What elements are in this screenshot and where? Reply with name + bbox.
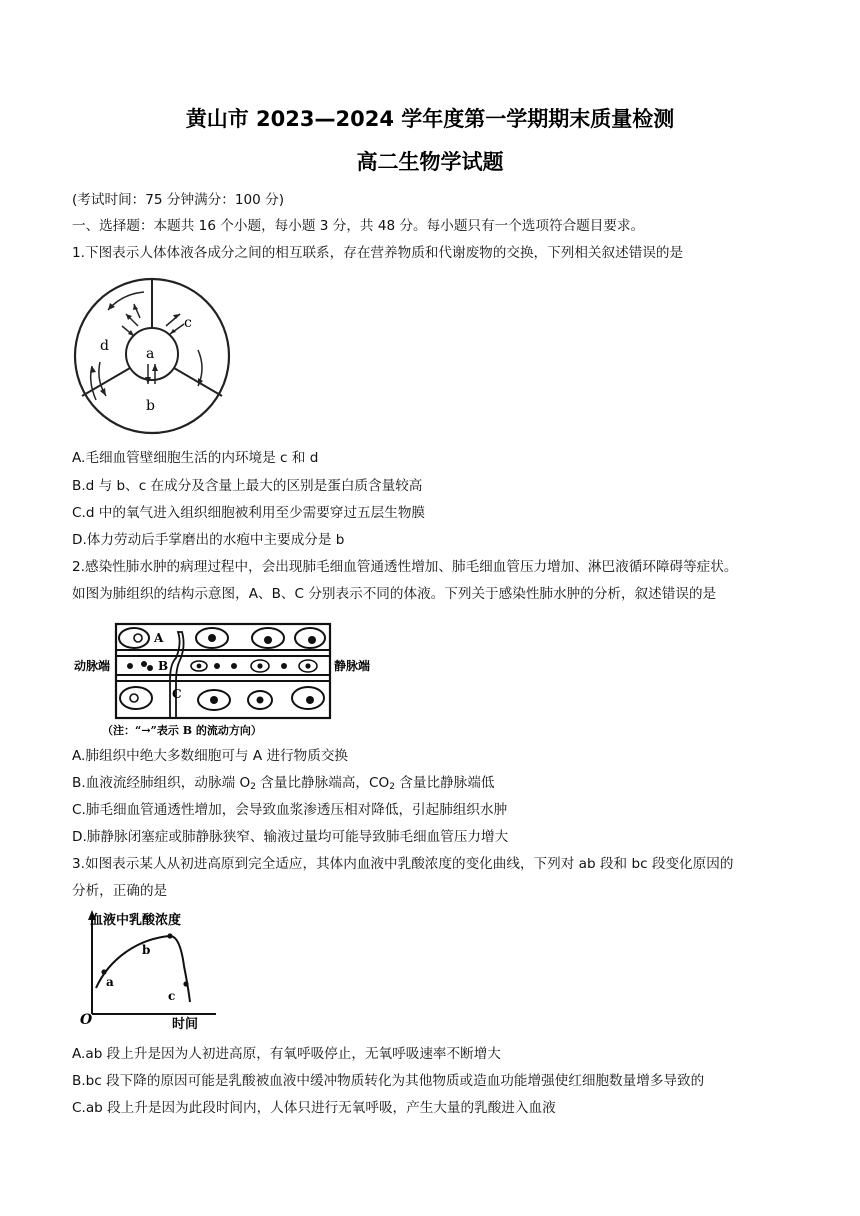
q2-label-A: A [154,631,164,645]
q1-option-a: A.毛细血管壁细胞生活的内环境是 c 和 d [72,450,319,466]
q3-point-a-label: a [106,975,114,989]
q1-label-c: c [184,315,192,331]
q2-option-b-part1: B.血液流经肺组织，动脉端 O [72,775,251,791]
q3-origin-label: O [80,1012,93,1028]
q2-stem-line2: 如图为肺组织的结构示意图，A、B、C 分别表示不同的体液。下列关于感染性肺水肿的分析，叙述错误的是 [72,586,717,602]
q2-lung-tissue-diagram [72,620,372,740]
q1-option-b: B.d 与 b、c 在成分及含量上最大的区别是蛋白质含量较高 [72,478,423,494]
q2-option-b-sub2: 2 [389,782,395,792]
q3-point-c-label: c [168,989,176,1003]
q3-stem-line2: 分析，正确的是 [72,883,168,899]
q1-option-d: D.体力劳动后手掌磨出的水疱中主要成分是 b [72,532,345,548]
q3-option-c: C.ab 段上升是因为此段时间内，人体只进行无氧呼吸，产生大量的乳酸进入血液 [72,1100,556,1116]
q2-option-b [72,774,494,796]
exam-title: 黄山市 2023—2024 学年度第一学期期末质量检测 [185,107,675,131]
q1-label-a: a [146,346,155,362]
q2-label-C: C [172,687,182,701]
q1-option-c: C.d 中的氧气进入组织细胞被利用至少需要穿过五层生物膜 [72,505,426,521]
q2-artery-end-label: 动脉端 [74,659,111,673]
q3-lactate-curve [76,906,236,1034]
q2-option-b-part2: 含量比静脉端高，CO [255,775,390,791]
q2-stem-line1: 2.感染性肺水肿的病理过程中，会出现肺毛细血管通透性增加、肺毛细血管压力增加、淋巴液循环障碍等症状。 [72,559,738,575]
q2-option-b-part3: 含量比静脉端低 [394,775,495,791]
q1-label-b: b [146,398,155,414]
q2-option-b-sub1: 2 [250,782,256,792]
q2-option-c: C.肺毛细血管通透性增加，会导致血浆渗透压相对降低，引起肺组织水肿 [72,802,508,818]
q3-option-b: B.bc 段下降的原因可能是乳酸被血液中缓冲物质转化为其他物质或造血功能增强使红细胞数量增多导致的 [72,1073,705,1089]
exam-info: (考试时间：75 分钟满分：100 分) [72,192,285,208]
q2-option-a: A.肺组织中绝大多数细胞可与 A 进行物质交换 [72,748,349,764]
q3-option-a: A.ab 段上升是因为人初进高原，有氧呼吸停止，无氧呼吸速率不断增大 [72,1046,501,1062]
q3-point-b-label: b [142,943,151,957]
q3-stem-line1: 3.如图表示某人从初进高原到完全适应，其体内血液中乳酸浓度的变化曲线，下列对 ab 段和 bc 段变化原因的 [72,856,734,872]
q2-vein-end-label: 静脉端 [334,659,371,673]
q2-figure-note: （注：“→”表示 B 的流动方向） [102,724,262,737]
q3-xlabel: 时间 [172,1017,199,1032]
q1-body-fluid-diagram [70,276,238,436]
q1-label-d: d [100,338,109,354]
q1-stem: 1.下图表示人体体液各成分之间的相互联系，存在营养物质和代谢废物的交换，下列相关叙述错误的是 [72,245,684,261]
q3-ylabel: 血液中乳酸浓度 [90,913,182,928]
section-intro: 一、选择题：本题共 16 个小题，每小题 3 分，共 48 分。每小题只有一个选项符合题目要求。 [72,218,645,234]
exam-subtitle: 高二生物学试题 [356,150,504,174]
q2-label-B: B [158,659,169,673]
q2-option-d: D.肺静脉闭塞症或肺静脉狭窄、输液过量均可能导致肺毛细血管压力增大 [72,829,509,845]
